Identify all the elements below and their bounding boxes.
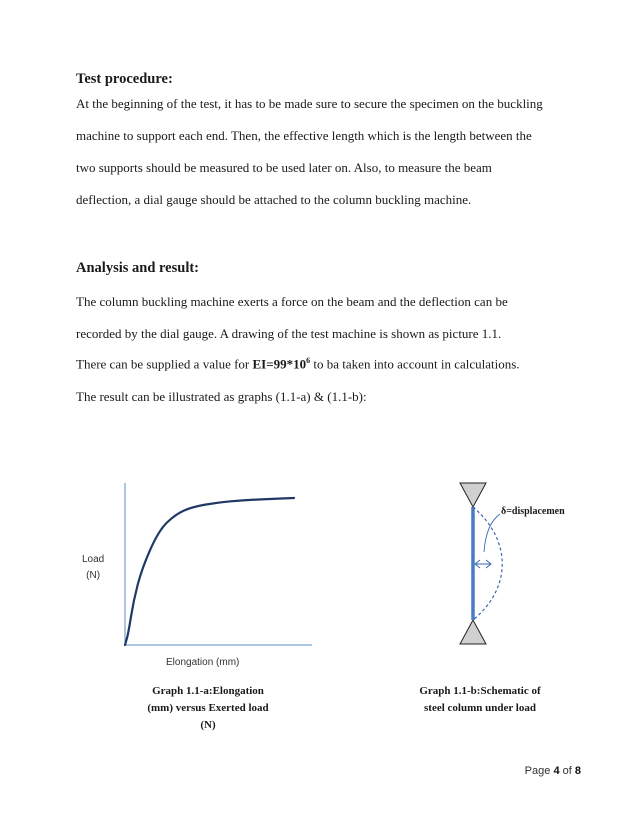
analysis-line-4: The result can be illustrated as graphs (1.1-a) & (1.1-b): (76, 389, 367, 404)
graph-a-caption-line-2: (mm) versus Exerted load (147, 702, 269, 714)
ei-exponent: 6 (306, 356, 311, 365)
page-number (525, 765, 581, 777)
analysis-line-3 (76, 356, 520, 372)
test-procedure-line-2: machine to support each end. Then, the effective length which is the length between the (76, 128, 532, 143)
test-procedure-line-4: deflection, a dial gauge should be attached to the column buckling machine. (76, 192, 472, 207)
page-word: Page (524, 765, 551, 777)
top-support-icon (460, 483, 486, 507)
of-word: of (562, 765, 572, 777)
y-axis-label-line-2: (N) (86, 570, 101, 581)
analysis-line-3-pre: There can be supplied a value for (76, 356, 253, 372)
graph-b-caption-line-2: steel column under load (424, 702, 536, 714)
graph-b-caption (405, 683, 555, 717)
column-schematic (440, 478, 580, 658)
graph-a-caption-line-1: Graph 1.1-a:Elongation (152, 685, 264, 697)
bottom-support-icon (460, 620, 486, 644)
current-page: 4 (553, 765, 560, 777)
x-axis-label: Elongation (mm) (166, 657, 240, 668)
graph-a-caption-line-3: (N) (200, 719, 216, 731)
y-axis-label (82, 552, 104, 584)
analysis-line-3-post: to ba taken into account in calculations. (310, 356, 520, 372)
graph-a-caption (138, 683, 278, 734)
test-procedure-heading: Test procedure: (76, 71, 173, 87)
total-pages: 8 (574, 765, 581, 777)
test-procedure-line-3: two supports should be measured to be used later on. Also, to measure the beam (76, 160, 492, 175)
analysis-line-2: recorded by the dial gauge. A drawing of the test machine is shown as picture 1.1. (76, 326, 502, 341)
graph-b-caption-line-1: Graph 1.1-b:Schematic of (419, 685, 541, 697)
analysis-line-1: The column buckling machine exerts a force on the beam and the deflection can be (76, 294, 508, 309)
load-curve (125, 498, 294, 645)
analysis-heading: Analysis and result: (76, 260, 200, 276)
test-procedure-line-1: At the beginning of the test, it has to be made sure to secure the specimen on the buckling (76, 96, 543, 111)
leader-line (484, 514, 500, 552)
ei-value: EI=99*10 (252, 356, 307, 372)
elongation-load-chart (118, 478, 318, 653)
displacement-label: δ=displacemen (501, 506, 565, 517)
y-axis-label-line-1: Load (82, 554, 105, 565)
